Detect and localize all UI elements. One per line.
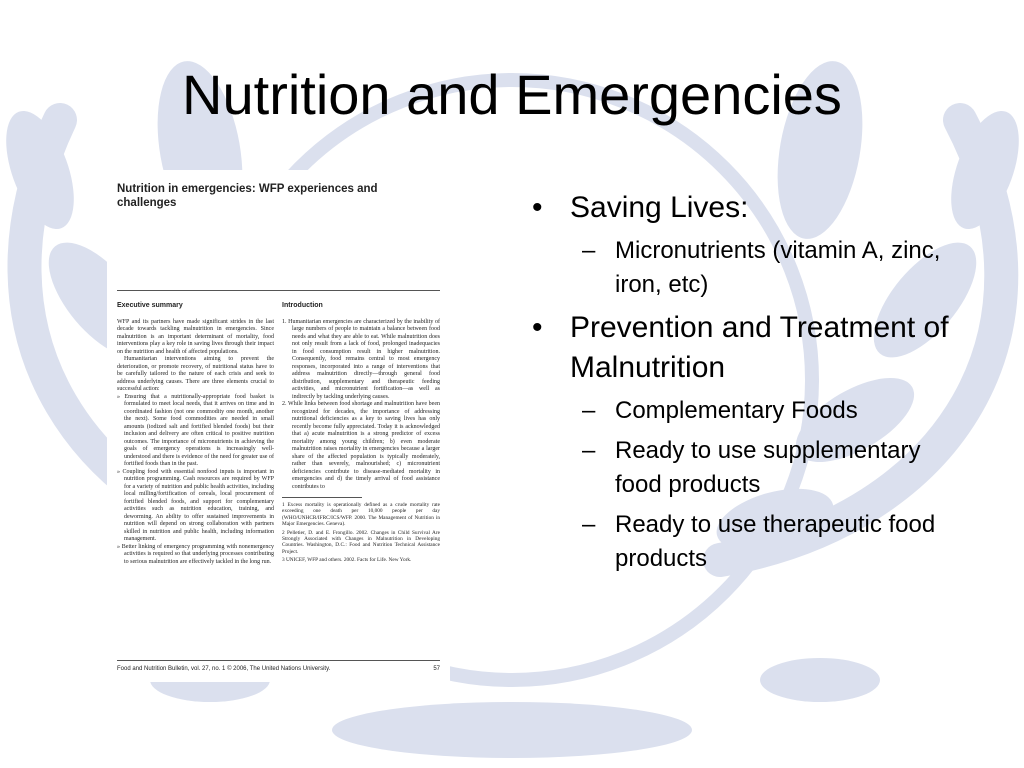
bullet-item bbox=[532, 188, 972, 228]
introduction-column bbox=[282, 302, 440, 566]
sub-bullet-item bbox=[582, 508, 972, 576]
sub-bullet-text: Ready to use supplementary food products bbox=[615, 437, 921, 498]
sub-bullet-item bbox=[582, 434, 972, 502]
slide-title: Nutrition and Emergencies bbox=[182, 63, 842, 126]
bullet-glyph: • bbox=[532, 191, 543, 224]
article-page-image bbox=[107, 170, 450, 682]
exec-paragraph: WFP and its partners have made significant strides in the last decade towards tackling malnutrition in emergencies. Since malnutrition is an important determinant of mortality, food interventions play a key role in saving lives through their impact on the nutrition and health of affected populations. bbox=[117, 318, 274, 355]
footnote: 1 Excess mortality is operationally defined as a crude mortality rate exceeding one death per 10,000 people per day (WHO/UNHCR/IFRC/ICS/WFP. 2000. The Management of Nutrition in Major Emergencies. Geneva). bbox=[282, 502, 440, 528]
bullet-list bbox=[532, 188, 972, 582]
exec-bullet: » Ensuring that a nutritionally-appropriate food basket is formulated to meet local needs, that it arrives on time and in coordinated fashion (not one commodity one month, another the next). Some food commodities are needed in small amounts (iodized salt and fortified blended foods) but their inclusion and delivery are often critical to positive nutrition outcomes. The importance of micronutrients in achieving the goals of emergency operations is increasingly well-understood and there is evidence of the need for greater use of fortified foods than in the past. bbox=[117, 393, 274, 467]
intro-item: 1. Humanitarian emergencies are characterized by the inability of large numbers of people to maintain a balance between food needs and what they are able to eat. While malnutrition does not only result from a lack of food, prolonged inadequacies in food consumption result in higher malnutrition. Consequently, food remains central to most emergency responses, incorporated into a range of interventions that address malnutrition directly—through general food distribution, supplementary and therapeutic feeding activities, and micronutrient fortification—as well as indirectly by tackling underlying causes. bbox=[282, 318, 440, 400]
exec-paragraph: Humanitarian interventions aiming to prevent the deterioration, or promote recovery, of nutritional status have to be carefully tailored to the nature of each crisis and seek to address underlying causes. There are three elements crucial to successful action: bbox=[117, 356, 274, 392]
sub-bullet-text: Micronutrients (vitamin A, zinc, iron, etc) bbox=[615, 237, 941, 298]
bullet-glyph: • bbox=[532, 311, 543, 344]
bullet-text: Saving Lives: bbox=[570, 191, 749, 224]
executive-summary-column bbox=[117, 302, 274, 566]
article-title: Nutrition in emergencies: WFP experiences and challenges bbox=[117, 183, 378, 209]
footer-citation: Food and Nutrition Bulletin, vol. 27, no. 1 © 2006, The United Nations University. bbox=[117, 666, 331, 672]
exec-bullet: » Better linking of emergency programming with nonemergency activities is required so that underlying processes contributing to serious malnutrition are effectively tackled in the long run. bbox=[117, 543, 274, 565]
footnote: 3 UNICEF, WFP and others. 2002. Facts for Life. New York. bbox=[282, 557, 412, 564]
sub-bullet-item bbox=[582, 234, 972, 302]
sub-bullet-text: Ready to use therapeutic food products bbox=[615, 511, 936, 572]
article-footer bbox=[117, 666, 440, 672]
dash-glyph: – bbox=[582, 237, 596, 264]
footnote: 2 Pelletier, D. and E. Frongillo. 2002. Changes in Child Survival Are Strongly Associated with Changes in Malnutrition in Developing Countries. Washington, D.C.: Food and Nutrition Technical Assistance Project. bbox=[282, 529, 440, 555]
introduction-heading: Introduction bbox=[282, 302, 323, 309]
bullet-text: Prevention and Treatment of Malnutrition bbox=[570, 311, 949, 384]
sub-bullet-item bbox=[582, 394, 972, 428]
dash-glyph: – bbox=[582, 397, 596, 424]
sub-bullet-text: Complementary Foods bbox=[615, 397, 858, 424]
footer-divider bbox=[117, 660, 440, 661]
article-divider bbox=[117, 290, 440, 291]
footnote-divider bbox=[282, 497, 362, 498]
page-number: 57 bbox=[433, 666, 440, 672]
exec-bullet: » Coupling food with essential nonfood inputs is important in nutrition programming. Cash resources are required by WFP for a variety of nutrition and public health activities, including local milling/fortification of cereals, local procurement of fortified blended foods, and support for complementary activities such as nutrition education, training, and deworming. An ability to offer sustained improvements in nutrition will depend on strong collaboration with partners skilled in nutrition and public health, including information management. bbox=[117, 468, 274, 542]
dash-glyph: – bbox=[582, 511, 596, 538]
intro-item: 2. While links between food shortage and malnutrition have been recognized for decades, the importance of addressing nutritional deficiencies as a key to saving lives has only recently become fully appreciated. Today it is acknowledged that a) acute malnutrition is a strong predictor of excess mortality among young children; b) even moderate malnutrition raises mortality in emergencies because a larger share of the affected population is typically moderately, rather than severely, malnourished; c) micronutrient deficiencies contribute to disease-mediated mortality in emergencies and d) the timely arrival of food assistance contributes to bbox=[282, 401, 440, 490]
executive-summary-heading: Executive summary bbox=[117, 302, 183, 309]
dash-glyph: – bbox=[582, 437, 596, 464]
bullet-item bbox=[532, 308, 972, 388]
